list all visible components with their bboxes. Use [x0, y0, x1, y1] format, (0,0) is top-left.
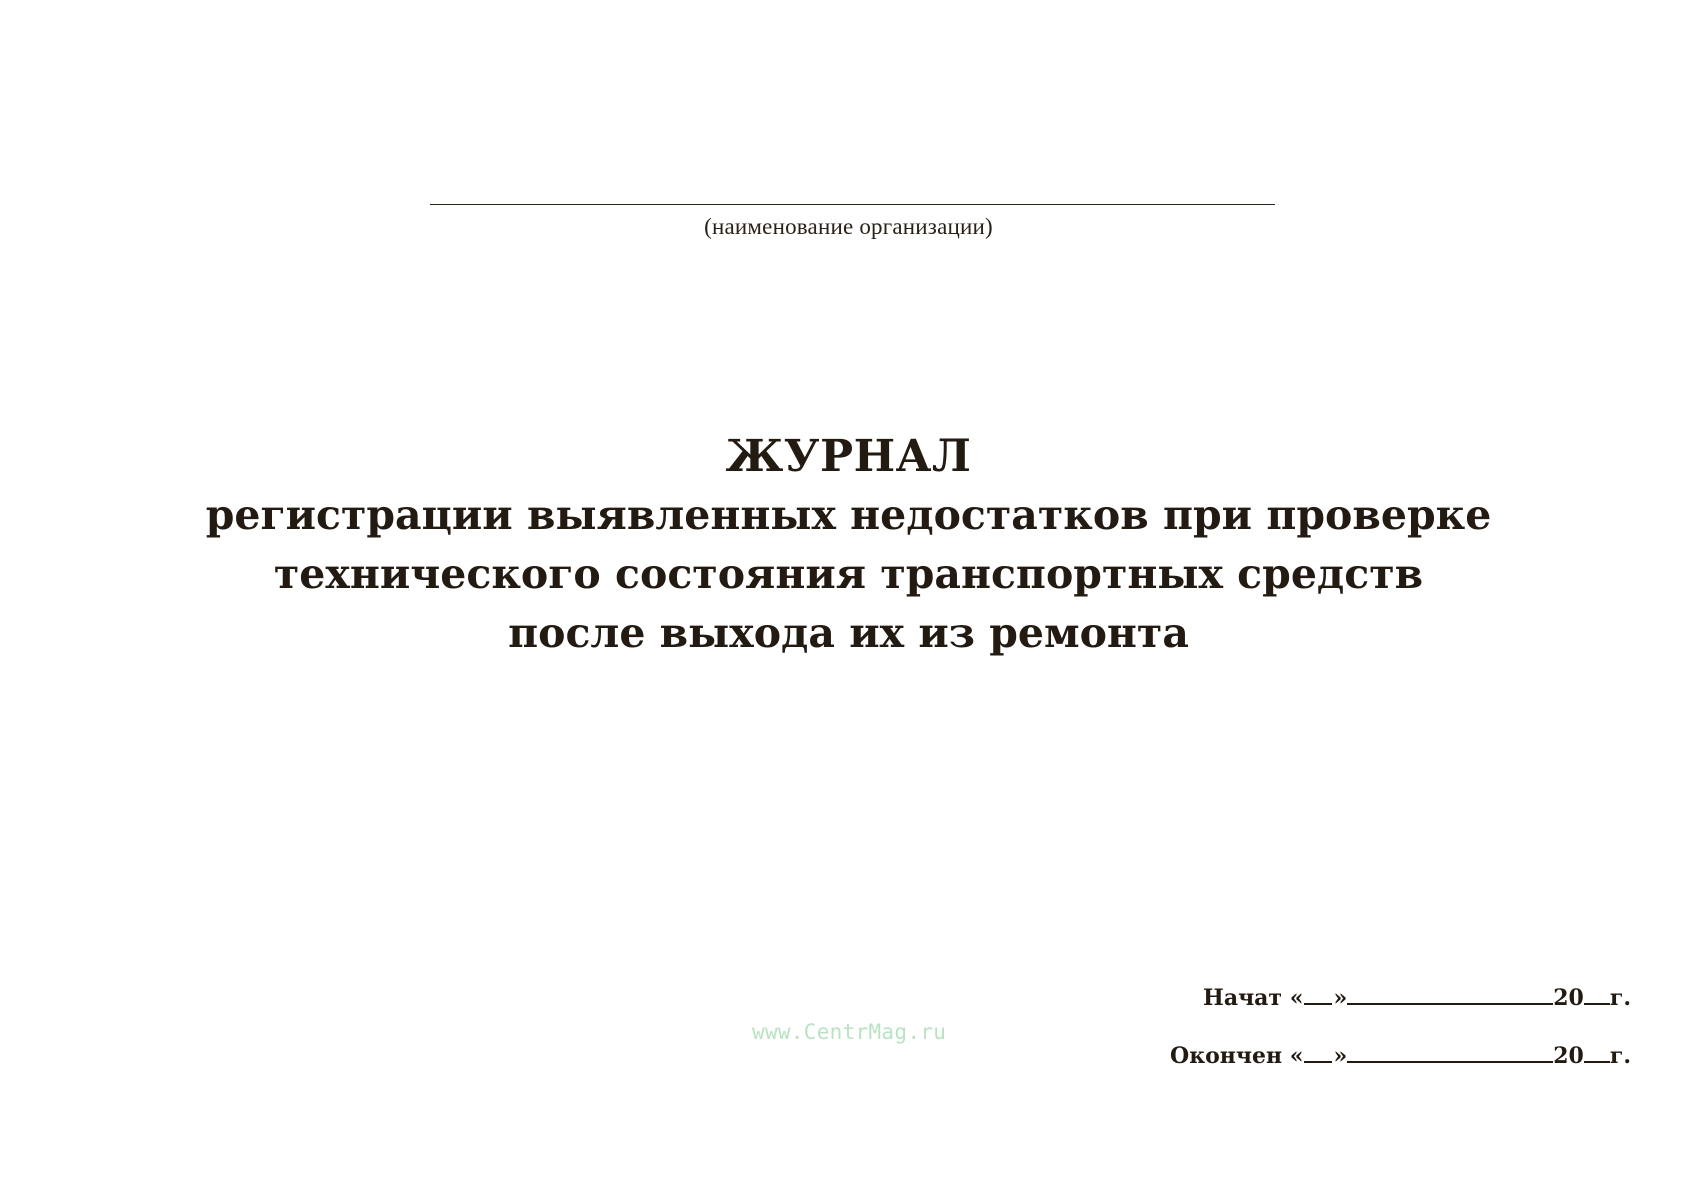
start-date-quote-open: «: [1289, 985, 1304, 1011]
journal-dates: [1170, 980, 1631, 1096]
start-day-blank: [1304, 981, 1332, 1005]
start-year-prefix: 20: [1553, 985, 1584, 1011]
end-date-quote-open: «: [1289, 1043, 1304, 1069]
start-date-quote-close: »: [1333, 985, 1348, 1011]
end-year-suffix: г.: [1609, 1043, 1631, 1069]
end-month-blank: [1347, 1039, 1553, 1063]
start-date-label: Начат: [1203, 985, 1283, 1011]
end-date-label: Окончен: [1170, 1043, 1283, 1069]
start-date-row: [1170, 980, 1631, 1038]
journal-title-block: [0, 428, 1697, 663]
organization-name-line: [430, 204, 1275, 205]
start-month-blank: [1347, 981, 1553, 1005]
journal-subtitle: регистрации выявленных недостатков при проверке технического состояния транспортных средств после выхода их из ремонта: [205, 491, 1492, 657]
end-day-blank: [1304, 1039, 1332, 1063]
start-year-blank: [1584, 981, 1610, 1005]
journal-title: ЖУРНАЛ: [725, 431, 972, 482]
organization-caption: (наименование организации): [704, 214, 993, 239]
end-year-prefix: 20: [1553, 1043, 1584, 1069]
end-date-quote-close: »: [1333, 1043, 1348, 1069]
end-date-row: [1170, 1038, 1631, 1096]
start-year-suffix: г.: [1609, 985, 1631, 1011]
end-year-blank: [1584, 1039, 1610, 1063]
watermark-url: www.CentrMag.ru: [752, 1020, 947, 1044]
